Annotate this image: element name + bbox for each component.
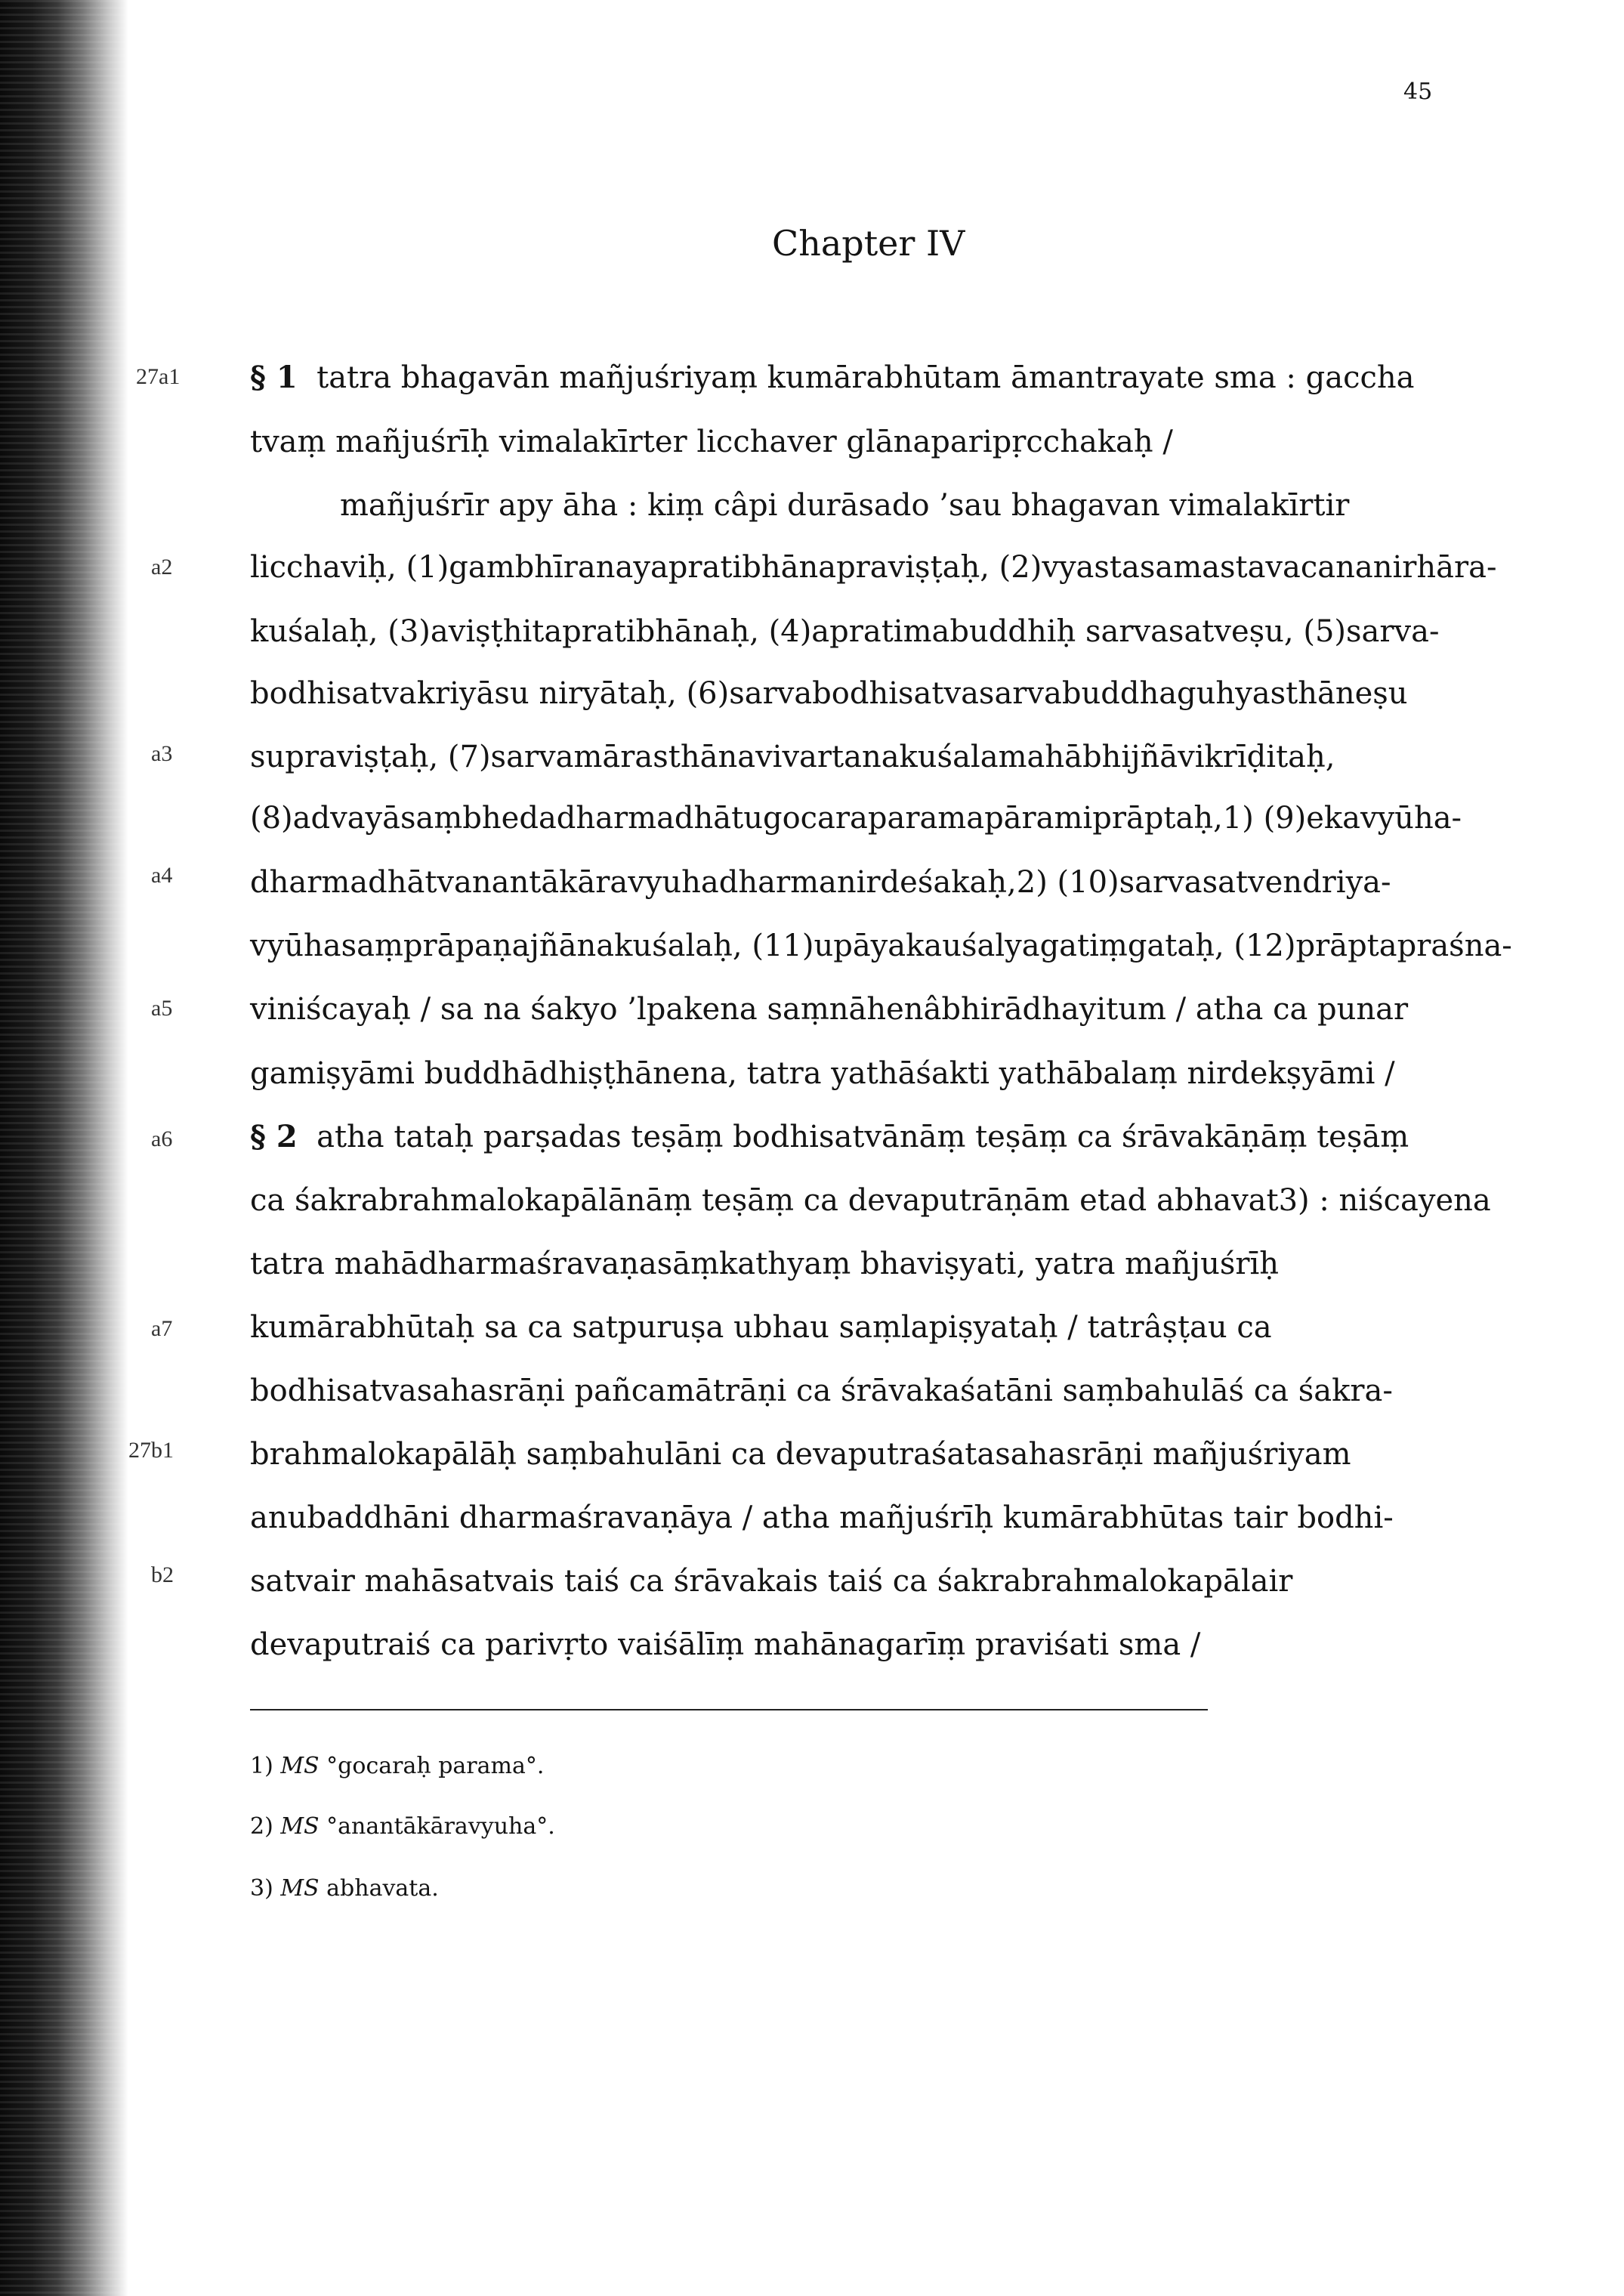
text-line: supraviṣṭaḥ, (7)sarvamārasthānavivartanakuśalamahābhijñāvikrīḍitaḥ, <box>250 740 1335 774</box>
text-line: kumārabhūtaḥ sa ca satpuruṣa ubhau saṃlapiṣyataḥ / tatrâṣṭau ca <box>250 1310 1272 1345</box>
margin-ref: a3 <box>151 741 173 766</box>
page-number: 45 <box>1403 79 1433 105</box>
paragraph-mark: § 1 <box>250 360 298 395</box>
text-line: tvaṃ mañjuśrīḥ vimalakīrter licchaver glānaparipṛcchakaḥ / <box>250 425 1173 459</box>
margin-ref: b2 <box>151 1562 174 1587</box>
book-binding-shadow <box>0 0 128 2296</box>
footnote-rule <box>250 1709 1208 1710</box>
text-line: satvair mahāsatvais taiś ca śrāvakais taiś ca śakrabrahmalokapālair <box>250 1564 1293 1599</box>
text-line: bodhisatvakriyāsu niryātaḥ, (6)sarvabodhisatvasarvabuddhaguhyasthāneṣu <box>250 676 1408 711</box>
chapter-title: Chapter IV <box>772 223 965 264</box>
text-line: gamiṣyāmi buddhādhiṣṭhānena, tatra yathāśakti yathābalaṃ nirdekṣyāmi / <box>250 1056 1395 1091</box>
margin-ref: a2 <box>151 555 173 579</box>
margin-ref: a7 <box>151 1316 173 1341</box>
paragraph-mark: § 2 <box>250 1119 298 1154</box>
text-line: devaputraiś ca parivṛto vaiśālīṃ mahānagarīṃ praviśati sma / <box>250 1627 1201 1662</box>
text-line: kuśalaḥ, (3)aviṣṭhitapratibhānaḥ, (4)apratimabuddhiḥ sarvasatveṣu, (5)sarva- <box>250 614 1440 649</box>
text-line: licchaviḥ, (1)gambhīranayapratibhānapraviṣṭaḥ, (2)vyastasamastavacananirhāra- <box>250 550 1497 585</box>
text-line: ca śakrabrahmalokapālānāṃ teṣāṃ ca devaputrāṇām etad abhavat3) : niścayena <box>250 1183 1491 1218</box>
margin-ref: a5 <box>151 996 173 1021</box>
margin-ref: 27a1 <box>136 364 181 389</box>
footnote: 1) MS °gocaraḥ parama°. <box>250 1753 545 1779</box>
text-line: dharmadhātvanantākāravyuhadharmanirdeśakaḥ,2) (10)sarvasatvendriya- <box>250 865 1391 900</box>
text-line: mañjuśrīr apy āha : kiṃ câpi durāsado ’sau bhagavan vimalakīrtir <box>340 488 1350 523</box>
text-line: anubaddhāni dharmaśravaṇāya / atha mañjuśrīḥ kumārabhūtas tair bodhi- <box>250 1500 1394 1535</box>
margin-ref: a6 <box>151 1126 173 1151</box>
text-line: (8)advayāsaṃbhedadharmadhātugocaraparamapāramiprāptaḥ,1) (9)ekavyūha- <box>250 801 1462 836</box>
text-line: § 1 tatra bhagavān mañjuśriyaṃ kumārabhūtam āmantrayate sma : gaccha <box>250 360 1415 395</box>
margin-ref: 27b1 <box>128 1438 174 1463</box>
margin-ref: a4 <box>151 863 173 888</box>
footnote: 2) MS °anantākāravyuha°. <box>250 1813 555 1840</box>
text-line: § 2 atha tataḥ parṣadas teṣāṃ bodhisatvānāṃ teṣāṃ ca śrāvakāṇāṃ teṣāṃ <box>250 1119 1409 1154</box>
text-line: vyūhasaṃprāpaṇajñānakuśalaḥ, (11)upāyakauśalyagatiṃgataḥ, (12)prāptapraśna- <box>250 929 1512 963</box>
text-line: brahmalokapālāḥ saṃbahulāni ca devaputraśatasahasrāṇi mañjuśriyam <box>250 1437 1351 1472</box>
text-line: tatra mahādharmaśravaṇasāṃkathyaṃ bhaviṣyati, yatra mañjuśrīḥ <box>250 1247 1280 1281</box>
text-line: viniścayaḥ / sa na śakyo ’lpakena saṃnāhenâbhirādhayitum / atha ca punar <box>250 992 1409 1027</box>
footnote: 3) MS abhavata. <box>250 1875 439 1902</box>
text-line: bodhisatvasahasrāṇi pañcamātrāṇi ca śrāvakaśatāni saṃbahulāś ca śakra- <box>250 1374 1393 1408</box>
